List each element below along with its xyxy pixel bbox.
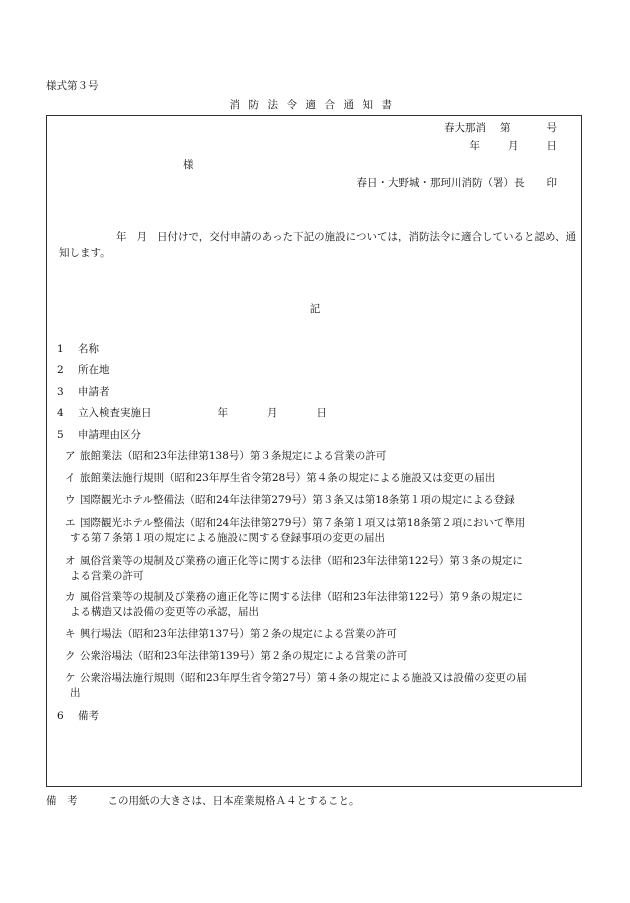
- footer-note: [46, 794, 360, 809]
- body-month: 月: [136, 231, 147, 243]
- issue-month: 月: [508, 140, 519, 152]
- reference-number-line: [444, 121, 557, 136]
- item-name: 1 名称: [57, 343, 99, 355]
- body-rest: 日付けで，交付申請のあった下記の施設については，消防法令に適合していると認め、通知します。: [59, 231, 577, 259]
- issue-day: 日: [546, 140, 557, 152]
- reason-a: ア 旅館業法（昭和23年法律第138号）第３条規定による営業の許可: [65, 450, 387, 462]
- issuer-seal: 印: [546, 177, 557, 189]
- issuer-line: [357, 176, 558, 191]
- reason-ku: ク 公衆浴場法（昭和23年法律第139号）第２条の規定による営業の許可: [65, 650, 408, 662]
- footer-text: この用紙の大きさは、日本産業規格Ａ４とすること。: [107, 795, 360, 807]
- issuer-name: 春日・大野城・那珂川消防（署）長: [356, 177, 525, 189]
- reason-ke: ケ 公衆浴場法施行規則（昭和23年厚生省令第27号）第４条の規定による施設又は設備の変更の届 出: [65, 672, 527, 700]
- reason-e: エ 国際観光ホテル整備法（昭和24年法律第279号）第７条第１項又は第18条第２項において準用 する第７条第１項の規定による施設に関する登録事項の変更の届出: [65, 517, 526, 545]
- reason-ka: カ 風俗営業等の規制及び業務の適正化等に関する法律（昭和23年法律第122号）第９条の規定に よる構造又は設備の変更等の承認，届出: [65, 591, 523, 619]
- addressee-suffix: 様: [183, 159, 194, 171]
- issue-date-line: [470, 139, 558, 154]
- form-number: 様式第３号: [46, 80, 99, 92]
- reason-i: イ 旅館業法施行規則（昭和23年厚生省令第28号）第４条の規定による施設又は変更の届出: [65, 472, 496, 484]
- body-year: 年: [116, 231, 127, 243]
- ki-heading: 記: [309, 303, 321, 315]
- footer-label: 備 考: [46, 795, 78, 807]
- item-remarks: 6 備考: [57, 710, 99, 722]
- item-inspection-date: 4 立入検査実施日 年 月 日: [57, 407, 327, 419]
- reason-ki: キ 興行場法（昭和23年法律第137号）第２条の規定による営業の許可: [65, 628, 397, 640]
- item-address: 2 所在地: [57, 364, 110, 376]
- notice-body: [59, 230, 579, 262]
- reason-u: ウ 国際観光ホテル整備法（昭和24年法律第279号）第３条又は第18条第１項の規定による登録: [65, 494, 515, 506]
- reference-dai: 第: [500, 122, 511, 134]
- reference-go: 号: [546, 122, 557, 134]
- item-applicant: 3 申請者: [57, 386, 110, 398]
- issue-year: 年: [469, 140, 480, 152]
- item-reason-category: 5 申請理由区分: [57, 429, 141, 441]
- reference-office: 春大那消: [444, 122, 486, 134]
- form-frame: [46, 115, 582, 787]
- document-title: 消防法令適合通知書: [229, 99, 401, 111]
- reason-o: オ 風俗営業等の規制及び業務の適正化等に関する法律（昭和23年法律第122号）第３条の規定に よる営業の許可: [65, 555, 523, 583]
